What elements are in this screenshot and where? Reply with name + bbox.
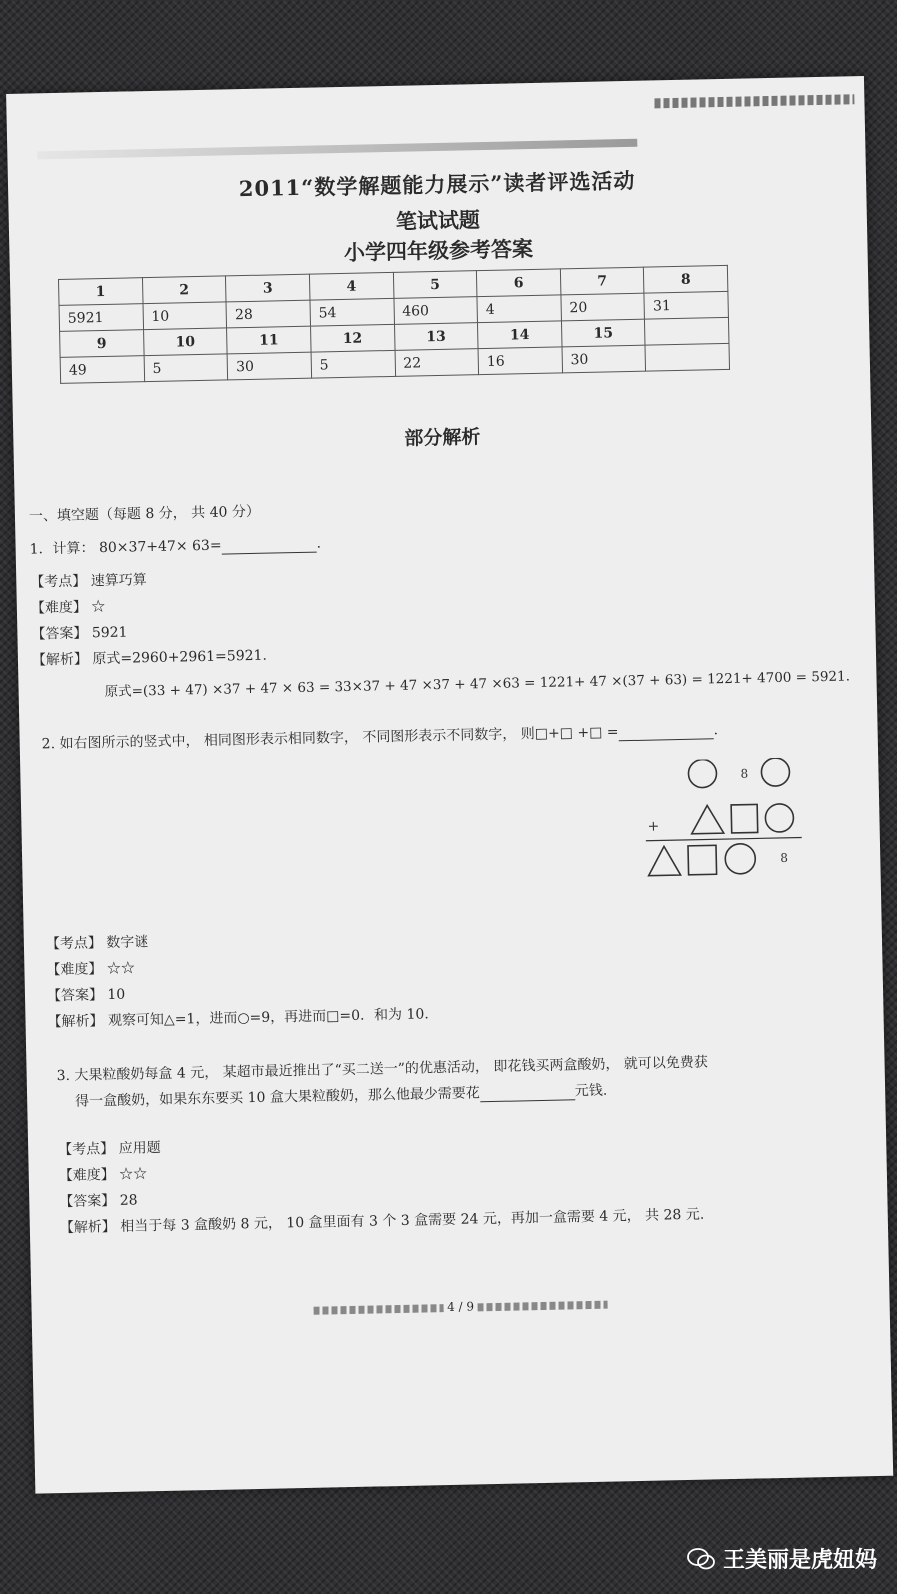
document-title: 2011“数学解题能力展示”读者评选活动 [238, 167, 636, 202]
answer-cell: 31 [644, 291, 728, 319]
vertical-addition-figure [640, 758, 803, 891]
value: 原式=2960+2961=5921. [92, 647, 268, 668]
question-number-cell: 2 [142, 276, 226, 304]
triangle-shape [691, 805, 724, 834]
page-footer [32, 1291, 890, 1323]
value: 相当于每 3 盒酸奶 8 元， 10 盒里面有 3 个 3 盒需要 24 元，再加一盒需要 4 元， 共 28 元. [120, 1206, 705, 1235]
question-3-unit: 元钱. [574, 1082, 608, 1100]
document-subtitle: 笔试试题 [395, 207, 481, 234]
answer-cell: 460 [393, 297, 477, 325]
answer-blank [618, 724, 713, 741]
answer-cell: 20 [561, 293, 645, 321]
value: 10 [107, 986, 126, 1004]
answer-cell: 30 [562, 345, 646, 373]
answer-blank [480, 1085, 575, 1102]
decorative-dots [313, 1304, 443, 1315]
label: 【答案】 [31, 625, 88, 643]
watermark [687, 1543, 877, 1574]
answer-table [58, 265, 730, 384]
answer-blank [221, 538, 316, 555]
question-number-cell: 10 [143, 328, 227, 356]
q1-jiexi [32, 645, 267, 670]
circle-shape [761, 758, 790, 787]
question-number-cell: 14 [478, 321, 562, 349]
label: 【难度】 [58, 1166, 115, 1185]
answer-cell: 54 [310, 298, 394, 326]
question-number-cell: 3 [226, 274, 310, 302]
label: 【难度】 [30, 599, 88, 617]
answer-cell: 5 [144, 354, 228, 382]
digit-eight: 8 [740, 766, 749, 781]
answer-cell: 5 [311, 350, 395, 378]
question-number-cell: 15 [561, 319, 645, 347]
grade-title: 小学四年级参考答案 [343, 235, 534, 265]
label: 【考点】 [30, 573, 87, 591]
digit-eight: 8 [780, 850, 789, 865]
label: 【考点】 [45, 935, 103, 953]
label: 【答案】 [59, 1192, 116, 1211]
question-1: 1．计算： 80×37+47× 63= . [29, 535, 322, 558]
q3-kaodian [58, 1137, 161, 1159]
exam-paper-sheet [6, 76, 893, 1494]
q3-answer [59, 1189, 138, 1211]
question-3-line-1: 3. 大果粒酸奶每盒 4 元， 某超市最近推出了“买二送一”的优惠活动， 即花钱买两盒酸奶， 就可以免费获 [56, 1054, 708, 1085]
q1-jiexi-detail: 原式=(33 + 47) ×37 + 47 × 63 = 33×37 + 47 ×37 + 47 ×63 = 1221+ 47 ×(37 + 63) = 1221+ 4700 = 5921. [104, 668, 851, 701]
value: 28 [119, 1192, 138, 1209]
decorative-header-bar [37, 139, 637, 160]
q2-answer [47, 984, 126, 1006]
question-2-text: 2. 如右图所示的竖式中， 相同图形表示相同数字， 不同图形表示不同数字， 则□+□ +□ = [41, 724, 619, 753]
value: 速算巧算 [90, 572, 147, 590]
question-number-cell: 12 [310, 324, 394, 352]
section-title: 部分解析 [404, 426, 481, 450]
answer-cell: 22 [395, 349, 479, 377]
answer-cell: 4 [477, 295, 561, 323]
value: 观察可知△=1，进而○=9，再进而□=0．和为 10. [107, 1006, 429, 1030]
triangle-shape [648, 846, 681, 876]
star-rating: ☆☆ [119, 1166, 148, 1183]
answer-cell: 16 [478, 347, 562, 375]
value: 应用题 [118, 1139, 161, 1157]
circle-shape [765, 804, 794, 833]
square-shape [731, 804, 758, 833]
question-number-cell: 7 [560, 267, 644, 295]
label: 【答案】 [46, 987, 104, 1005]
question-number-cell: 5 [393, 271, 477, 299]
question-3-text: 得一盒酸奶，如果东东要买 10 盒大果粒酸奶，那么他最少需要花 [75, 1085, 481, 1110]
question-2: 2. 如右图所示的竖式中， 相同图形表示相同数字， 不同图形表示不同数字， 则□+□ +□ = . [41, 722, 719, 753]
watermark-text: 王美丽是虎妞妈 [722, 1548, 877, 1573]
q2-kaodian [46, 931, 149, 953]
value: 5921 [91, 624, 128, 642]
answer-cell: 5921 [59, 304, 143, 332]
question-1-text: 1．计算： 80×37+47× 63= [29, 537, 222, 558]
answer-cell: 49 [60, 356, 144, 384]
value: 数字谜 [106, 934, 149, 952]
q3-nandu [59, 1163, 148, 1185]
answer-cell [645, 343, 729, 371]
q1-kaodian [30, 569, 147, 591]
question-number-cell: 13 [394, 323, 478, 351]
q2-nandu [46, 957, 135, 979]
question-number-cell: 4 [309, 272, 393, 300]
question-number-cell [645, 317, 729, 345]
wechat-icon [687, 1548, 715, 1570]
label: 【解析】 [59, 1218, 117, 1237]
decorative-dots [478, 1300, 608, 1311]
question-3-line-2 [75, 1080, 607, 1111]
label: 【难度】 [46, 961, 103, 979]
q1-nandu [31, 596, 106, 618]
star-rating: ☆☆ [106, 960, 136, 978]
question-number-cell: 1 [58, 278, 142, 306]
question-number-cell: 6 [477, 269, 561, 297]
label: 【考点】 [58, 1140, 115, 1159]
q3-jiexi [60, 1204, 705, 1237]
circle-shape [688, 759, 717, 788]
question-number-cell: 8 [644, 265, 728, 293]
sum-line [646, 837, 802, 840]
question-number-cell: 11 [227, 326, 311, 354]
answer-cell: 28 [226, 300, 310, 328]
q1-answer [31, 622, 127, 644]
star-rating: ☆ [91, 599, 106, 616]
label: 【解析】 [31, 651, 89, 669]
decorative-dots [654, 94, 854, 108]
plus-sign: + [647, 818, 660, 835]
answer-cell: 30 [227, 352, 311, 380]
square-shape [688, 845, 717, 875]
page-number: 4 / 9 [446, 1299, 475, 1315]
question-number-cell: 9 [60, 330, 144, 358]
label: 【解析】 [47, 1013, 104, 1031]
q2-jiexi [47, 1003, 429, 1031]
part-heading: 一、填空题（每题 8 分， 共 40 分） [28, 503, 261, 525]
answer-cell: 10 [143, 302, 227, 330]
circle-shape [725, 843, 756, 874]
